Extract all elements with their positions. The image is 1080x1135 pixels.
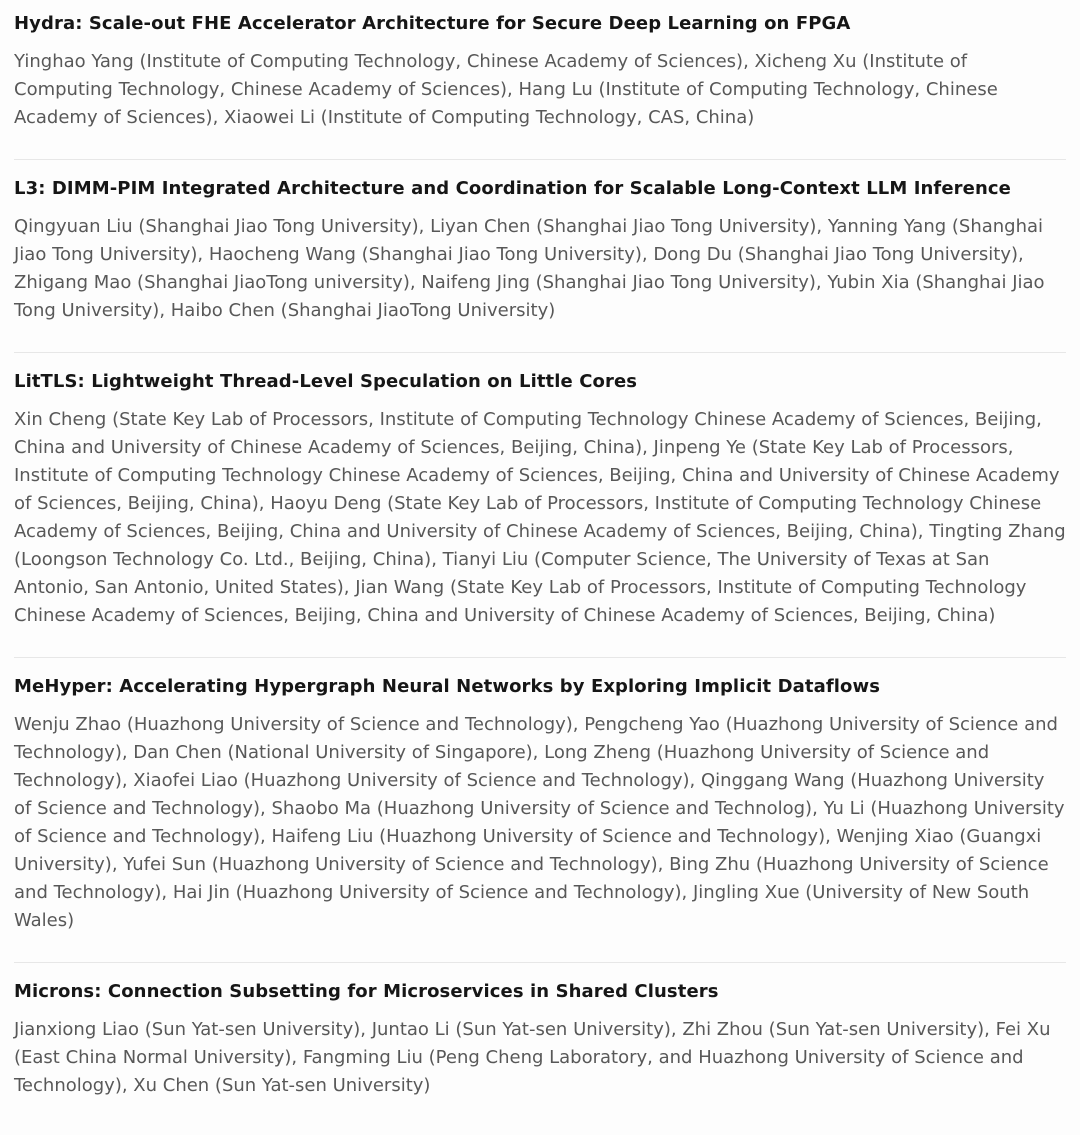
paper-authors: Yinghao Yang (Institute of Computing Technology, Chinese Academy of Sciences), Xicheng Xu (Institute of Computing Technology, Chinese Academy of Sciences), Hang Lu (Institute of Computing Technology, Chinese Academy of Sciences), Xiaowei Li (Institute of Computing Technology, CAS, China) — [14, 51, 998, 128]
paper-entry — [14, 657, 1066, 962]
paper-authors: Qingyuan Liu (Shanghai Jiao Tong University), Liyan Chen (Shanghai Jiao Tong University), Yanning Yang (Shanghai Jiao Tong University), Haocheng Wang (Shanghai Jiao Tong University), Dong Du (Shanghai Jiao Tong University), Zhigang Mao (Shanghai JiaoTong university), Naifeng Jing (Shanghai Jiao Tong University), Yubin Xia (Shanghai Jiao Tong University), Haibo Chen (Shanghai JiaoTong University) — [14, 216, 1045, 321]
paper-title: MeHyper: Accelerating Hypergraph Neural Networks by Exploring Implicit Dataflows — [14, 676, 881, 697]
paper-entry — [14, 10, 1066, 159]
accepted-papers-list — [14, 10, 1066, 1127]
paper-authors: Wenju Zhao (Huazhong University of Science and Technology), Pengcheng Yao (Huazhong University of Science and Technology), Dan Chen (National University of Singapore), Long Zheng (Huazhong University of Science and Technology), Xiaofei Liao (Huazhong University of Science and Technology), Qinggang Wang (Huazhong University of Science and Technology), Shaobo Ma (Huazhong University of Science and Technolog), Yu Li (Huazhong University of Science and Technology), Haifeng Liu (Huazhong University of Science and Technology), Wenjing Xiao (Guangxi University), Yufei Sun (Huazhong University of Science and Technology), Bing Zhu (Huazhong University of Science and Technology), Hai Jin (Huazhong University of Science and Technology), Jingling Xue (University of New South Wales) — [14, 714, 1065, 931]
paper-entry — [14, 159, 1066, 352]
paper-title: Hydra: Scale-out FHE Accelerator Architecture for Secure Deep Learning on FPGA — [14, 13, 851, 34]
paper-authors: Jianxiong Liao (Sun Yat-sen University), Juntao Li (Sun Yat-sen University), Zhi Zhou (Sun Yat-sen University), Fei Xu (East China Normal University), Fangming Liu (Peng Cheng Laboratory, and Huazhong University of Science and Technology), Xu Chen (Sun Yat-sen University) — [14, 1019, 1051, 1096]
paper-entry — [14, 352, 1066, 657]
paper-title: LitTLS: Lightweight Thread-Level Speculation on Little Cores — [14, 371, 638, 392]
paper-authors: Xin Cheng (State Key Lab of Processors, Institute of Computing Technology Chinese Academy of Sciences, Beijing, China and University of Chinese Academy of Sciences, Beijing, China), Jinpeng Ye (State Key Lab of Processors, Institute of Computing Technology Chinese Academy of Sciences, Beijing, China and University of Chinese Academy of Sciences, Beijing, China), Haoyu Deng (State Key Lab of Processors, Institute of Computing Technology Chinese Academy of Sciences, Beijing, China and University of Chinese Academy of Sciences, Beijing, China), Tingting Zhang (Loongson Technology Co. Ltd., Beijing, China), Tianyi Liu (Computer Science, The University of Texas at San Antonio, San Antonio, United States), Jian Wang (State Key Lab of Processors, Institute of Computing Technology Chinese Academy of Sciences, Beijing, China and University of Chinese Academy of Sciences, Beijing, China) — [14, 409, 1066, 626]
paper-title: Microns: Connection Subsetting for Microservices in Shared Clusters — [14, 981, 719, 1002]
paper-entry — [14, 962, 1066, 1127]
paper-title: L3: DIMM-PIM Integrated Architecture and Coordination for Scalable Long-Context LLM Inference — [14, 178, 1011, 199]
